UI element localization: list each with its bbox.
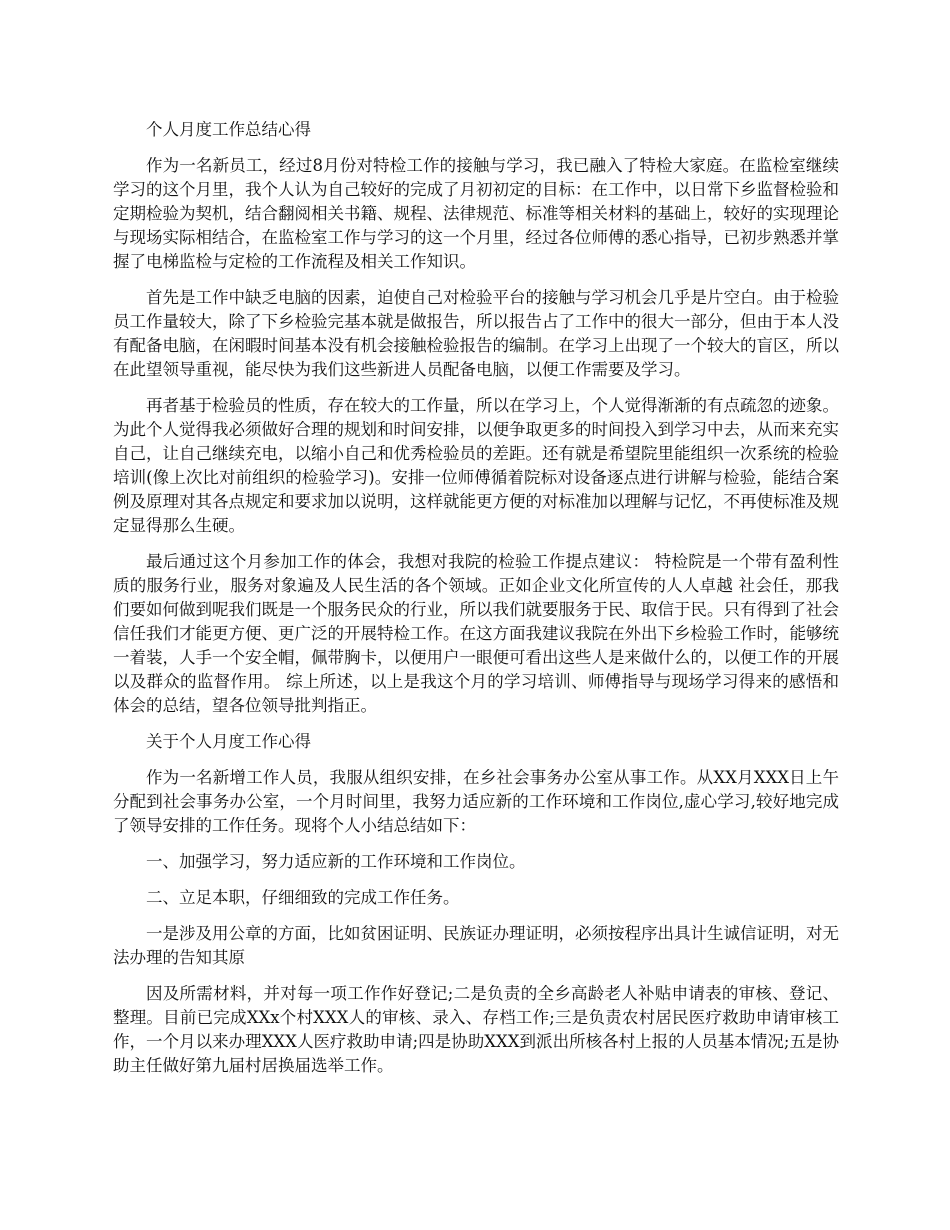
body-paragraph: 一是涉及用公章的方面，比如贫困证明、民族证办理证明，必须按程序出具计生诚信证明，对无法办理的告知其原 [113,924,839,967]
list-heading: 二、立足本职，仔细细致的完成工作任务。 [146,888,460,907]
list-heading: 一、加强学习，努力适应新的工作环境和工作岗位。 [146,852,526,871]
body-paragraph: 作为一名新增工作人员，我服从组织安排，在乡社会事务办公室从事工作。从XX月XXX日上午分配到社会事务办公室，一个月时间里，我努力适应新的工作环境和工作岗位,虚心学习,较好地完成了领导安排的工作任务。现将个人小结总结如下： [113,768,839,835]
body-paragraph: 再者基于检验员的性质，存在较大的工作量，所以在学习上，个人觉得渐渐的有点疏忽的迹象。为此个人觉得我必须做好合理的规划和时间安排，以便争取更多的时间投入到学习中去，从而来充实自己，让自己继续充电，以缩小自己和优秀检验员的差距。还有就是希望院里能组织一次系统的检验培训(像上次比对前组织的检验学习)。安排一位师傅循着院标对设备逐点进行讲解与检验，能结合案例及原理对其各点规定和要求加以说明，这样就能更方便的对标准加以理解与记忆，不再使标准及规定显得那么生硬。 [113,396,839,535]
body-paragraph: 作为一名新员工，经过8月份对特检工作的接触与学习，我已融入了特检大家庭。在监检室继续学习的这个月里，我个人认为自己较好的完成了月初初定的目标：在工作中，以日常下乡监督检验和定期检验为契机，结合翻阅相关书籍、规程、法律规范、标准等相关材料的基础上，较好的实现理论与现场实际相结合，在监检室工作与学习的这一个月里，经过各位师傅的悉心指导，已初步熟悉并掌握了电梯监检与定检的工作流程及相关工作知识。 [113,156,839,271]
document-title: 个人月度工作总结心得 [146,120,311,139]
document-page [113,118,839,1090]
body-paragraph: 最后通过这个月参加工作的体会，我想对我院的检验工作提点建议： 特检院是一个带有盈利性质的服务行业，服务对象遍及人民生活的各个领域。正如企业文化所宣传的人人卓越 社会任，那我们要如何做到呢我们既是一个服务民众的行业，所以我们就要服务于民、取信于民。只有得到了社会信任我们才能更方便、更广泛的开展特检工作。在这方面我建议我院在外出下乡检验工作时，能够统一着装，人手一个安全帽，佩带胸卡，以便用户一眼便可看出这些人是来做什么的，以便工作的开展以及群众的监督作用。 综上所述，以上是我这个月的学习培训、师傅指导与现场学习得来的感悟和体会的总结，望各位领导批判指正。 [113,552,839,715]
section-title: 关于个人月度工作心得 [146,732,311,751]
body-paragraph: 因及所需材料，并对每一项工作作好登记;二是负责的全乡高龄老人补贴申请表的审核、登记、整理。目前已完成XXx个村XXX人的审核、录入、存档工作;三是负责农村居民医疗救助申请审核工作，一个月以来办理XXX人医疗救助申请;四是协助XXX到派出所核各村上报的人员基本情况;五是协助主任做好第九届村居换届选举工作。 [113,984,839,1075]
body-paragraph: 首先是工作中缺乏电脑的因素，迫使自己对检验平台的接触与学习机会几乎是片空白。由于检验员工作量较大，除了下乡检验完基本就是做报告，所以报告占了工作中的很大一部分，但由于本人没有配备电脑，在闲暇时间基本没有机会接触检验报告的编制。在学习上出现了一个较大的盲区，所以在此望领导重视，能尽快为我们这些新进人员配备电脑，以便工作需要及学习。 [113,288,839,379]
